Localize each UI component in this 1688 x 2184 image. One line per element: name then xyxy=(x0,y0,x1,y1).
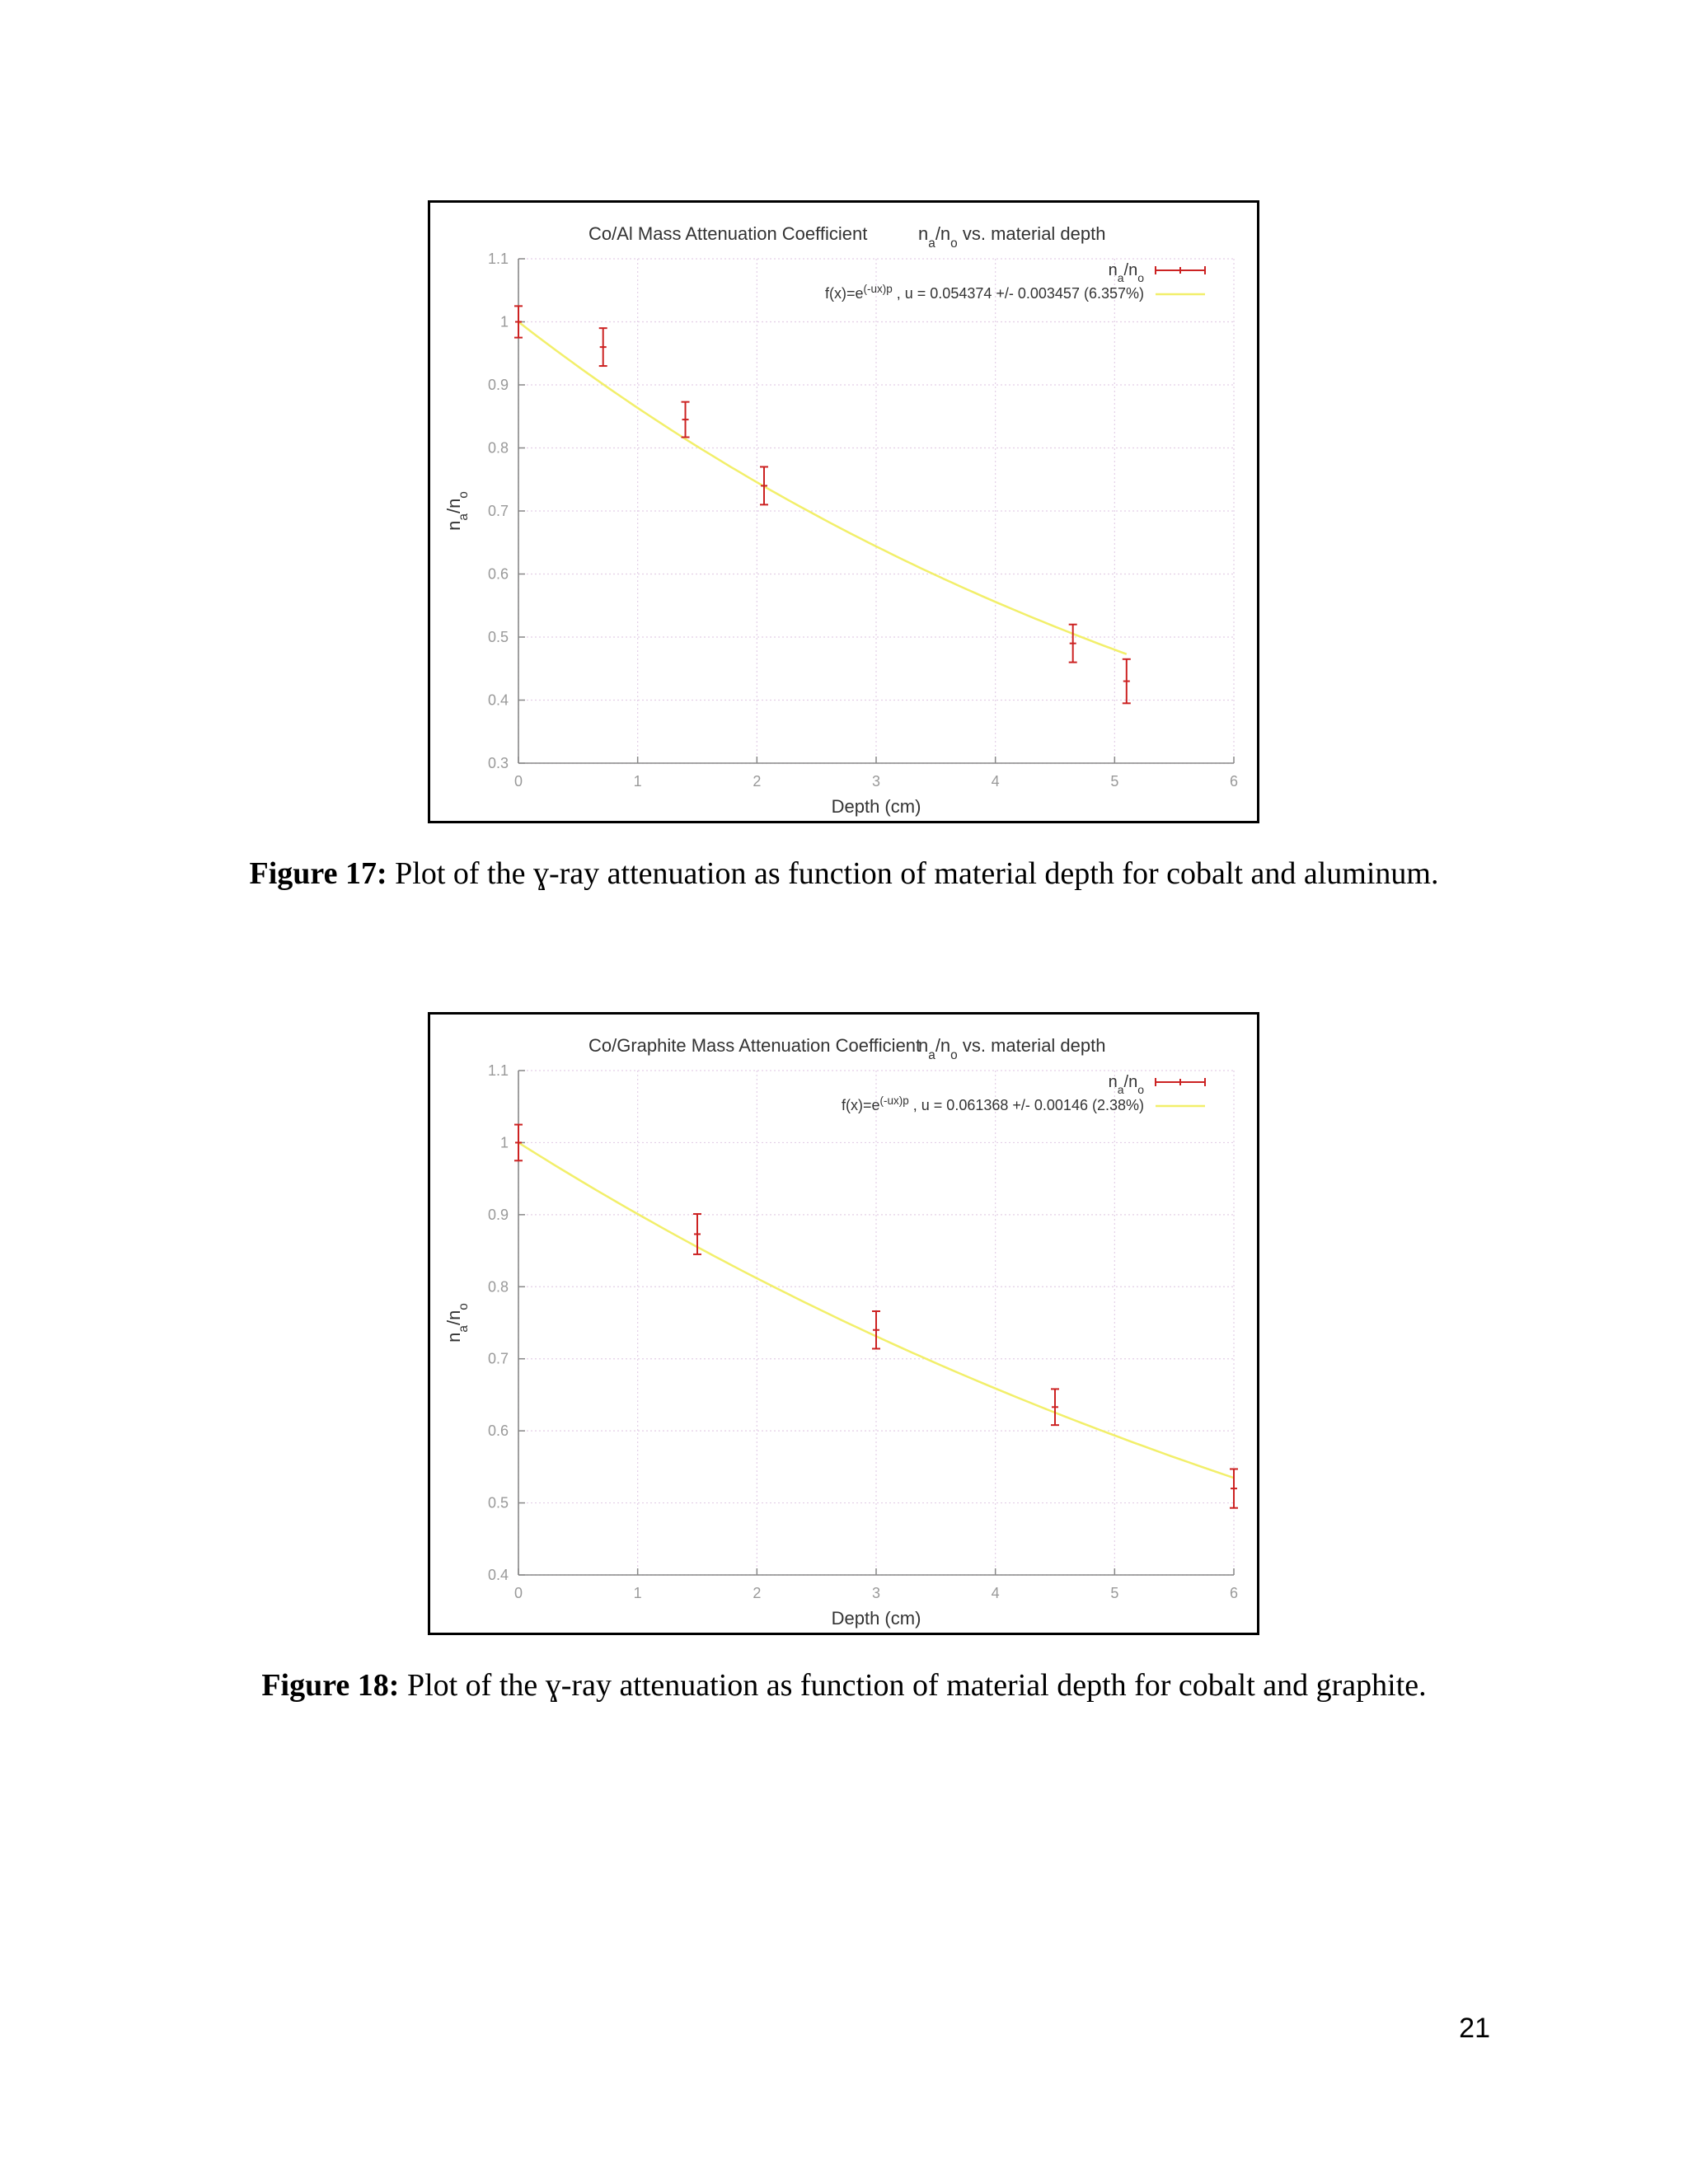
fig18-legend-label-fit: $f(x)=e^{(-ux)p}$ , u = 0.061368 +/- 0.00146 (2.38%) xyxy=(842,1094,1144,1113)
page-number: 21 xyxy=(1459,2013,1490,2044)
fig17-chart-title: Co/Al Mass Attenuation Coefficient xyxy=(588,223,868,244)
fig18-data-point xyxy=(1230,1469,1238,1507)
fig18-y-tick-label: 1.1 xyxy=(487,1062,509,1079)
fig17-x-tick-label: 2 xyxy=(753,773,762,790)
fig17-y-tick-label: 1.1 xyxy=(487,251,509,267)
chart-svg-figure-18 xyxy=(430,1015,1257,1633)
fig17-fit-curve xyxy=(518,322,1127,654)
fig18-y-tick-label: 0.8 xyxy=(487,1278,509,1296)
fig17-legend-label-points: $n_a/n_o$ xyxy=(1108,261,1144,284)
fig17-x-tick-label: 0 xyxy=(513,773,523,790)
fig17-chart-title-ratio: $n_a/n_o$ vs. material depth xyxy=(918,223,1106,251)
fig17-y-tick-label: 1 xyxy=(499,313,509,330)
figure-18-caption-label: Figure 18: xyxy=(261,1668,400,1703)
fig17-x-tick-label: 1 xyxy=(633,773,642,790)
fig18-x-tick-label: 5 xyxy=(1110,1585,1119,1601)
fig18-y-tick-label: 0.5 xyxy=(487,1494,509,1511)
fig17-x-tick-label: 4 xyxy=(991,773,1000,790)
fig18-y-tick-label: 0.4 xyxy=(487,1567,509,1583)
chart-svg-figure-17 xyxy=(430,203,1257,821)
fig18-y-tick-label: 0.7 xyxy=(487,1350,509,1367)
fig18-data-point xyxy=(514,1125,523,1161)
fig18-y-tick-label: 0.9 xyxy=(487,1206,509,1223)
fig18-legend-label-points: $n_a/n_o$ xyxy=(1108,1073,1144,1096)
fig17-x-tick-label: 6 xyxy=(1229,773,1239,790)
fig18-data-point xyxy=(872,1311,880,1348)
figure-17-caption xyxy=(0,855,1688,892)
fig18-legend-marker-points xyxy=(1156,1078,1205,1086)
fig17-y-tick-label: 0.3 xyxy=(487,755,509,771)
fig17-y-tick-label: 0.4 xyxy=(487,691,509,709)
fig17-y-tick-label: 0.7 xyxy=(487,503,509,519)
fig17-x-tick-label: 5 xyxy=(1110,773,1119,790)
fig18-x-tick-label: 4 xyxy=(991,1585,1000,1601)
fig18-y-tick-label: 0.6 xyxy=(487,1422,509,1440)
figure-18-caption xyxy=(0,1667,1688,1704)
figure-17-caption-label: Figure 17: xyxy=(249,856,387,891)
fig18-x-tick-label: 2 xyxy=(753,1585,762,1601)
fig17-y-tick-label: 0.6 xyxy=(487,565,509,583)
fig18-chart-title: Co/Graphite Mass Attenuation Coefficient xyxy=(588,1035,921,1056)
fig18-x-tick-label: 3 xyxy=(871,1585,881,1601)
fig17-legend-label-fit: $f(x)=e^{(-ux)p}$ , u = 0.054374 +/- 0.003457 (6.357%) xyxy=(824,282,1144,302)
figure-18-chart xyxy=(428,1012,1259,1635)
fig17-x-tick-label: 3 xyxy=(871,773,881,790)
figure-17-caption-text: Plot of the ɣ-ray attenuation as function of material depth for cobalt and aluminum. xyxy=(387,856,1439,891)
fig17-y-tick-label: 0.5 xyxy=(487,629,509,645)
fig17-data-point xyxy=(1123,659,1131,704)
fig18-x-tick-label: 6 xyxy=(1229,1585,1239,1601)
fig17-data-point xyxy=(1069,625,1077,663)
fig17-data-point xyxy=(760,466,768,504)
fig17-x-axis-label: Depth (cm) xyxy=(831,796,921,817)
figure-17-chart xyxy=(428,200,1259,823)
fig17-data-point xyxy=(599,328,607,366)
fig17-data-point xyxy=(514,306,523,337)
fig17-y-tick-label: 0.8 xyxy=(487,439,509,457)
fig18-x-axis-label: Depth (cm) xyxy=(831,1608,921,1629)
fig18-x-tick-label: 0 xyxy=(513,1585,523,1601)
fig18-y-axis-label: $n_a/n_o$ xyxy=(443,1303,471,1343)
fig17-y-tick-label: 0.9 xyxy=(487,377,509,393)
fig18-x-tick-label: 1 xyxy=(633,1585,642,1601)
fig18-chart-title-ratio: $n_a/n_o$ vs. material depth xyxy=(918,1035,1106,1062)
fig18-data-point xyxy=(1051,1389,1059,1425)
fig17-data-point xyxy=(682,402,690,438)
fig17-legend-marker-points xyxy=(1156,266,1205,274)
fig17-y-axis-label: $n_a/n_o$ xyxy=(443,491,471,531)
fig18-y-tick-label: 1 xyxy=(499,1134,509,1151)
figure-18-caption-text: Plot of the ɣ-ray attenuation as function of material depth for cobalt and graphite. xyxy=(399,1668,1427,1703)
